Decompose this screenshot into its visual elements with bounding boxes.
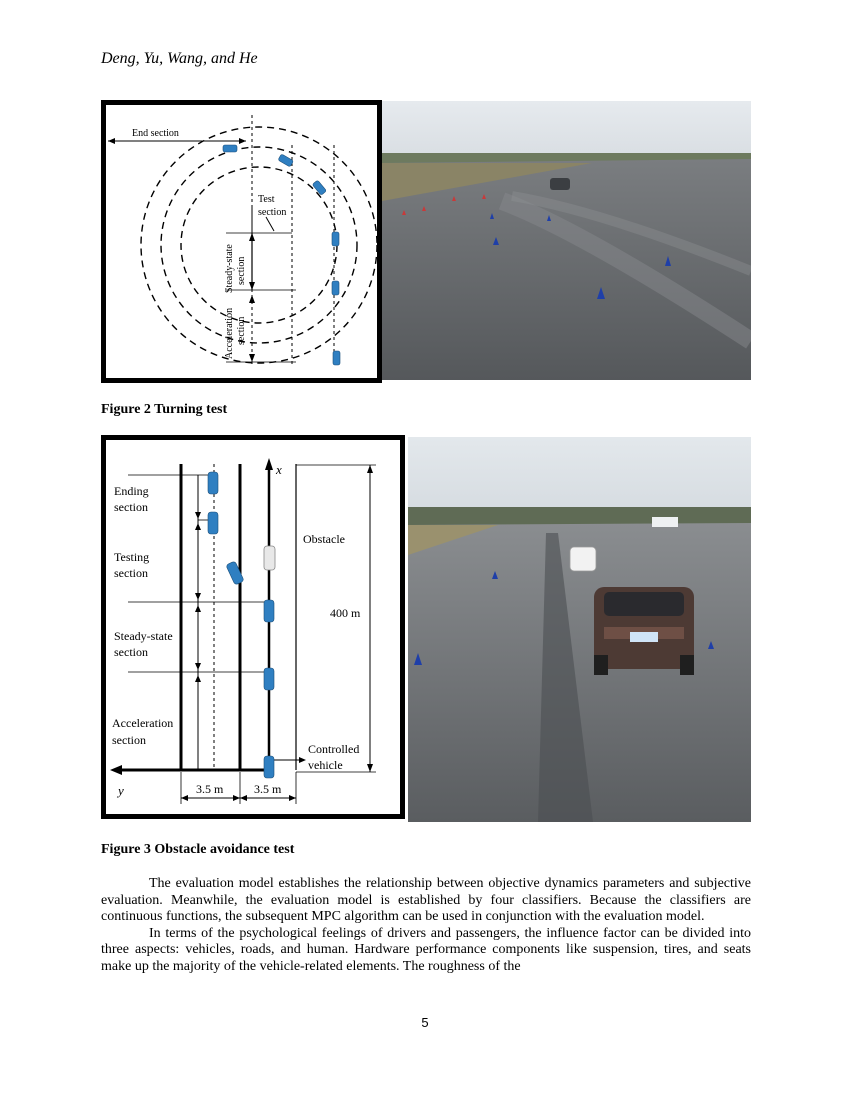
- acceleration-section-label: section: [236, 316, 247, 345]
- lane-width-label: 3.5 m: [254, 782, 282, 796]
- obstacle-avoidance-photo: [408, 437, 751, 822]
- turning-test-diagram: [101, 100, 382, 383]
- inner-track-circle: [181, 167, 337, 323]
- acceleration-section-label: section: [112, 733, 146, 747]
- car-icon: [264, 668, 274, 690]
- steady-section-label: section: [114, 645, 148, 659]
- testing-section-label: section: [114, 566, 148, 580]
- turning-test-svg: [106, 105, 377, 378]
- lane-width-label: 3.5 m: [196, 782, 224, 796]
- outer-track-circle: [141, 127, 377, 363]
- figure3-caption: Figure 3 Obstacle avoidance test: [101, 842, 295, 857]
- steady-state-label: Steady-state: [224, 244, 235, 293]
- acceleration-label: Acceleration: [224, 307, 235, 359]
- steady-state-label: Steady-state: [114, 629, 173, 643]
- car-icon: [208, 512, 218, 534]
- ending-label: Ending: [114, 484, 149, 498]
- middle-track-circle: [161, 147, 357, 343]
- controlled-car: [594, 587, 694, 675]
- test-car: [550, 178, 570, 190]
- end-section-label: End section: [132, 128, 179, 139]
- vehicle-label: vehicle: [308, 758, 343, 772]
- car-icon: [223, 145, 237, 152]
- car-icon: [264, 756, 274, 778]
- turning-test-photo: [382, 101, 751, 380]
- car-icon: [333, 351, 340, 365]
- ending-section-label: section: [114, 500, 148, 514]
- car-icon: [278, 154, 294, 167]
- car-icon: [332, 281, 339, 295]
- car-icon: [264, 600, 274, 622]
- obstacle-car-icon: [264, 546, 275, 570]
- testing-label: Testing: [114, 550, 150, 564]
- acceleration-label: Acceleration: [112, 716, 174, 730]
- obstacle-car: [570, 547, 596, 571]
- page-number: 5: [421, 1015, 429, 1030]
- obstacle-avoidance-svg: [106, 440, 400, 814]
- distance-label: 400 m: [330, 606, 361, 620]
- body-text: [101, 876, 751, 975]
- figure2-caption: Figure 2 Turning test: [101, 402, 228, 417]
- running-header: Deng, Yu, Wang, and He: [101, 50, 258, 67]
- obstacle-avoidance-diagram: [101, 435, 405, 819]
- x-axis-label: x: [276, 462, 282, 477]
- test-label: Test: [258, 194, 275, 205]
- car-icon: [208, 472, 218, 494]
- y-axis-label: y: [118, 783, 124, 798]
- paragraph: The evaluation model establishes the relationship between objective dynamics parameters and subjective evaluation. Meanwhile, the evaluation model is established by four classifiers. Because the classifiers are continuous functions, the subsequent MPC algorithm can be used in conjunction with the evaluation model.: [101, 876, 751, 924]
- car-icon: [332, 232, 339, 246]
- steady-section-label: section: [236, 256, 247, 285]
- car-icon: [312, 180, 326, 195]
- test-section-label: section: [258, 207, 287, 218]
- controlled-label: Controlled: [308, 742, 360, 756]
- paragraph: In terms of the psychological feelings of drivers and passengers, the influence factor can be divided into three aspects: vehicles, roads, and human. Hardware performance components like suspension, tires, and seats make up the majority of the vehicle-related elements. The roughness of the: [101, 925, 751, 974]
- obstacle-label: Obstacle: [303, 532, 345, 546]
